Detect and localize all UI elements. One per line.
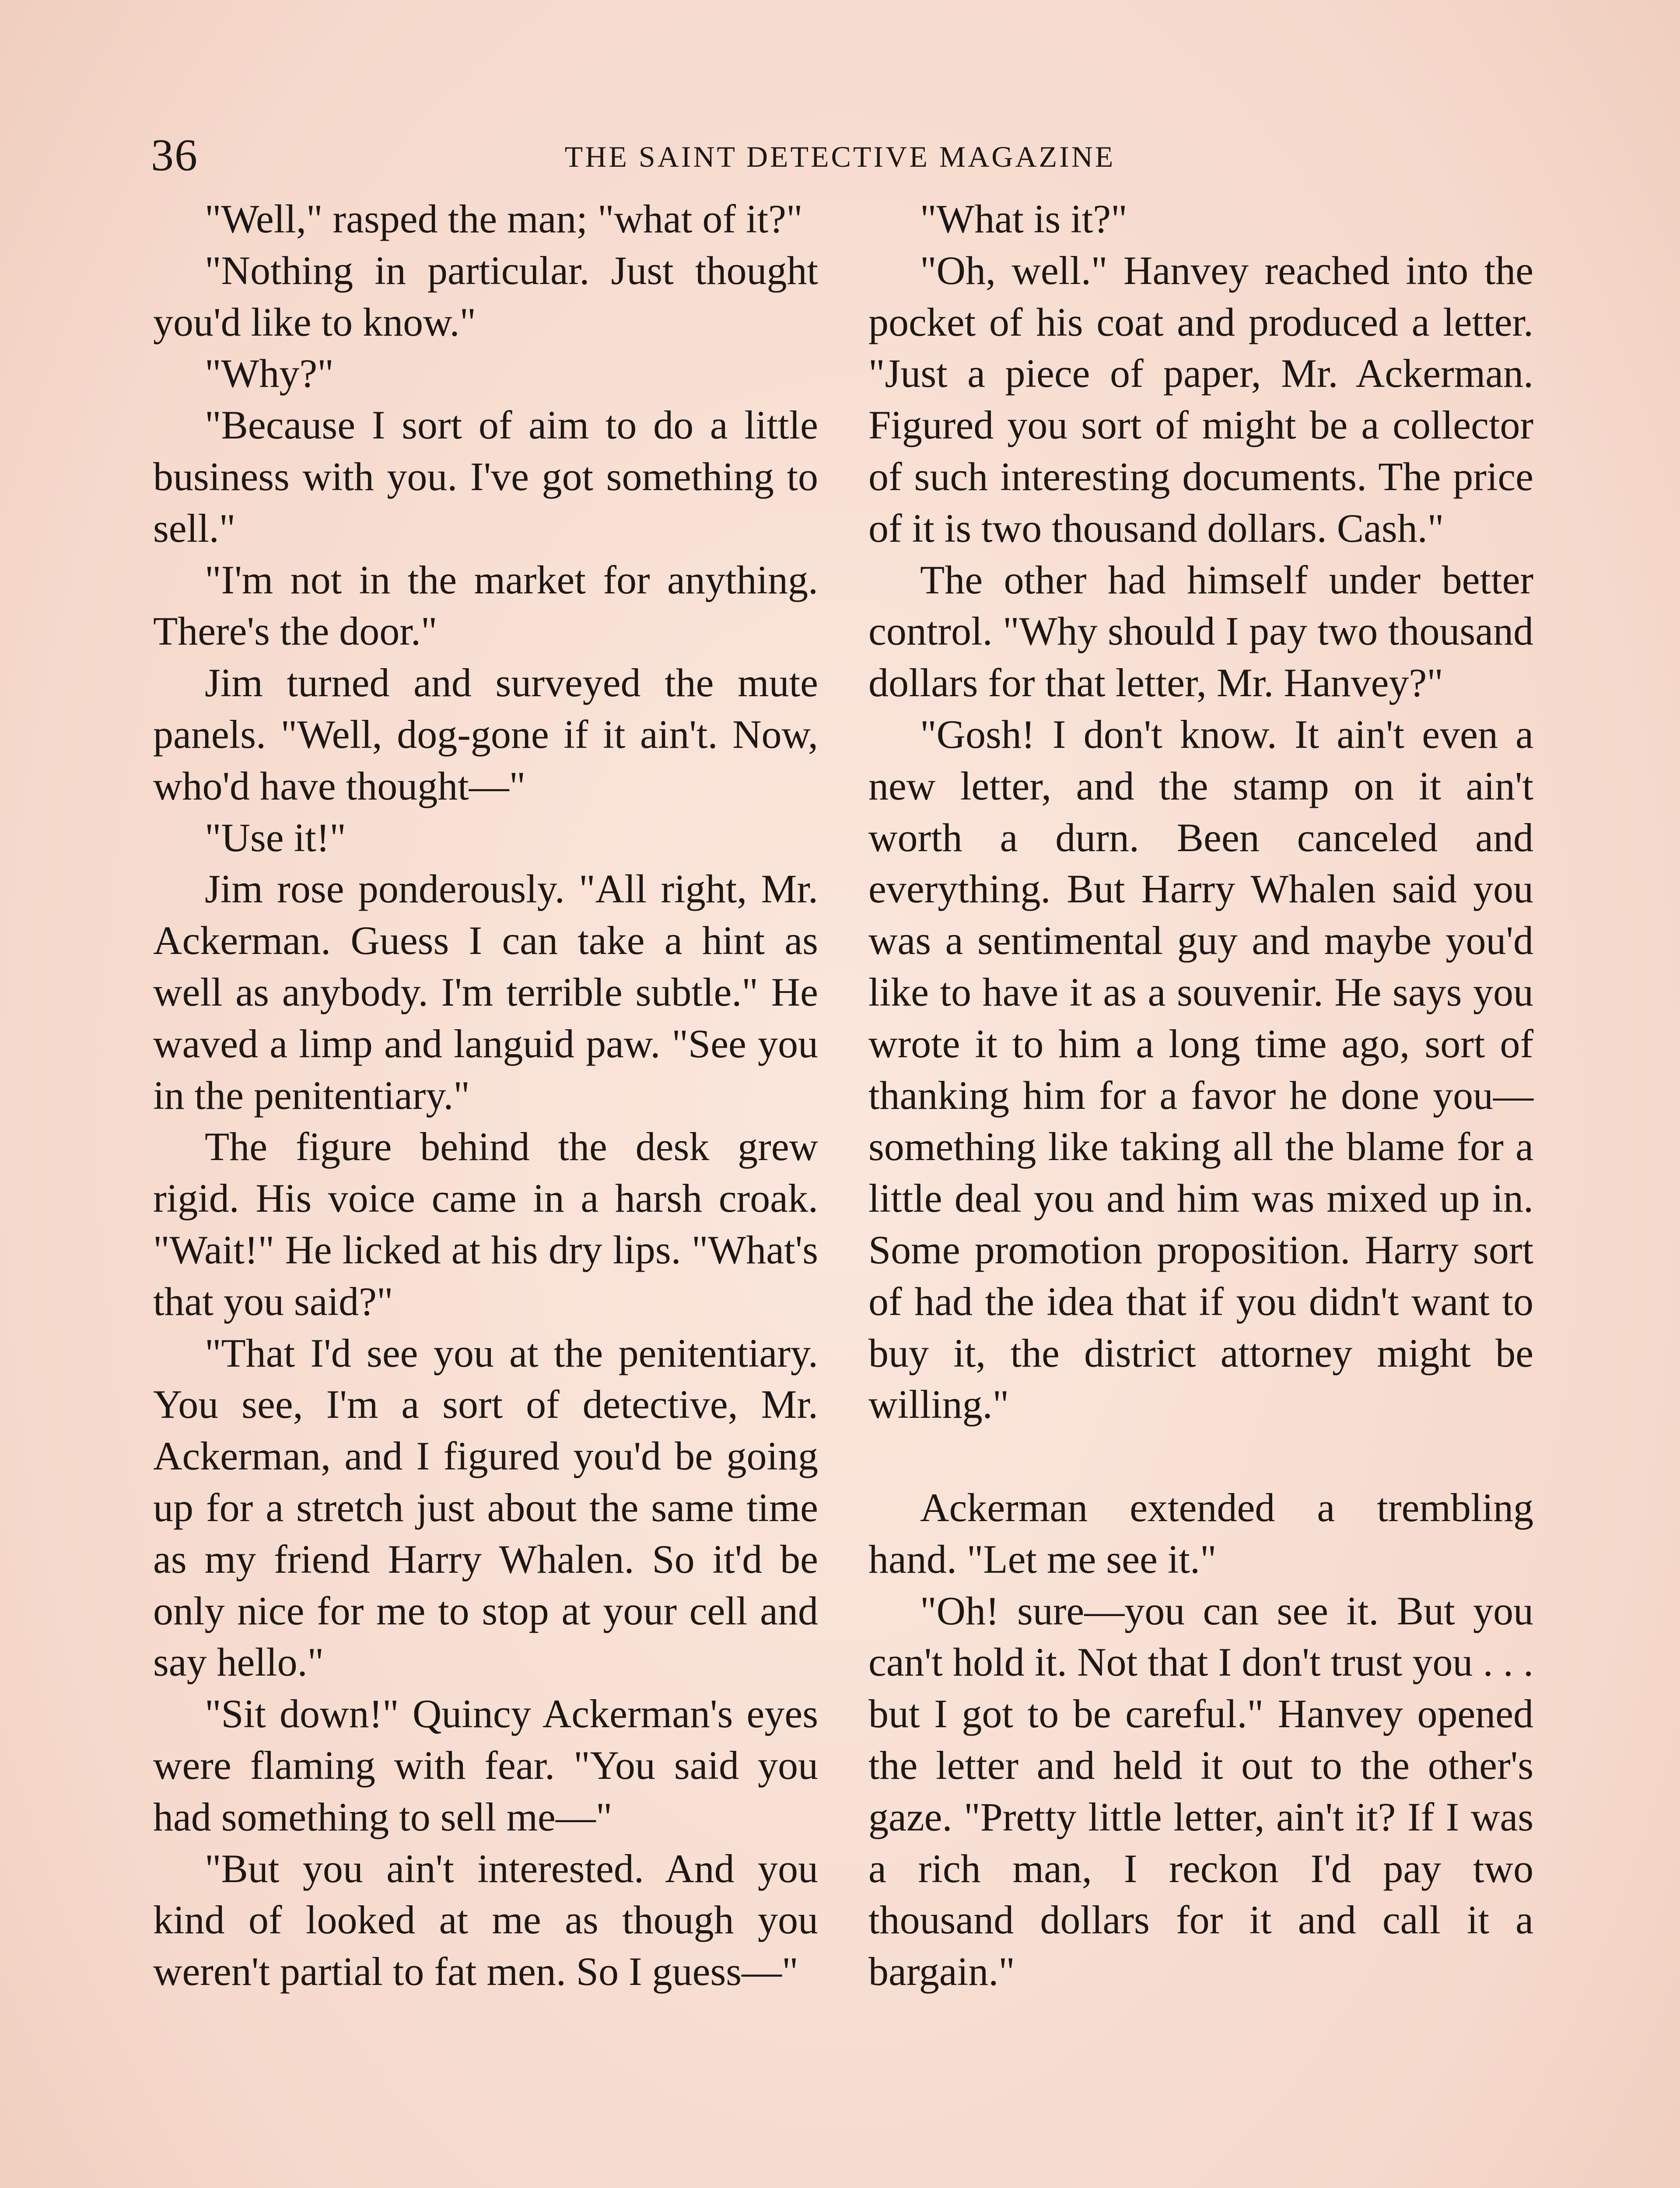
paragraph: "Because I sort of aim to do a little business with you. I've got something to sell." [153, 403, 818, 551]
page-number: 36 [151, 130, 198, 180]
running-head: THE SAINT DETECTIVE MAGAZINE [564, 140, 1116, 173]
paragraph: Jim rose ponderously. "All right, Mr. Ackerman. Guess I can take a hint as well as anybody. I'm terrible subtle." He waved a limp and languid paw. "See you in the penitentiary." [153, 866, 818, 1118]
paragraph: The other had himself under better control. "Why should I pay two thousand dollars for that letter, Mr. Hanvey?" [868, 557, 1533, 705]
paragraph: "Oh! sure—you can see it. But you can't hold it. Not that I don't trust you . . . but I got to be careful." Hanvey opened the letter and held it out to the other's gaze. "Pretty little letter, ain't it? If I was a rich man, I reckon I'd pay two thousand dollars for it and call it a bargain." [868, 1588, 1533, 1994]
paragraph: "Nothing in particular. Just thought you'd like to know." [153, 248, 818, 344]
paragraph: "Well," rasped the man; "what of it?" [205, 196, 803, 241]
right-text-column [868, 193, 1533, 1998]
paragraph: "I'm not in the market for anything. There's the door." [153, 557, 818, 654]
paragraph: "Use it!" [205, 815, 346, 860]
paragraph: "Sit down!" Quincy Ackerman's eyes were flaming with fear. "You said you had something to sell me—" [153, 1691, 818, 1839]
paragraph: Jim turned and surveyed the mute panels. "Well, dog-gone if it ain't. Now, who'd have thought—" [153, 660, 818, 808]
page-header [151, 129, 1442, 182]
paragraph: "Why?" [205, 351, 334, 396]
paragraph: Ackerman extended a trembling hand. "Let me see it." [868, 1485, 1533, 1581]
paragraph: "What is it?" [920, 196, 1127, 241]
paragraph: "But you ain't interested. And you kind of looked at me as though you weren't partial to fat men. So I guess—" [153, 1846, 818, 1994]
paragraph: The figure behind the desk grew rigid. His voice came in a harsh croak. "Wait!" He licked at his dry lips. "What's that you said?" [153, 1124, 818, 1324]
paragraph: "That I'd see you at the penitentiary. You see, I'm a sort of detective, Mr. Ackerman, and I figured you'd be going up for a stretch just about the same time as my friend Harry Whalen. So it'd be only nice for me to stop at your cell and say hello." [153, 1330, 818, 1685]
left-text-column [153, 193, 818, 1998]
paragraph: "Gosh! I don't know. It ain't even a new letter, and the stamp on it ain't worth a durn. Been canceled and everything. But Harry Whalen said you was a sentimental guy and maybe you'd like to have it as a souvenir. He says you wrote it to him a long time ago, sort of thanking him for a favor he done you—something like taking all the blame for a little deal you and him was mixed up in. Some promotion proposition. Harry sort of had the idea that if you didn't want to buy it, the district attorney might be willing." [868, 712, 1533, 1427]
paragraph: "Oh, well." Hanvey reached into the pocket of his coat and produced a letter. "Just a piece of paper, Mr. Ackerman. Figured you sort of might be a collector of such interesting documents. The price of it is two thousand dollars. Cash." [868, 248, 1533, 551]
